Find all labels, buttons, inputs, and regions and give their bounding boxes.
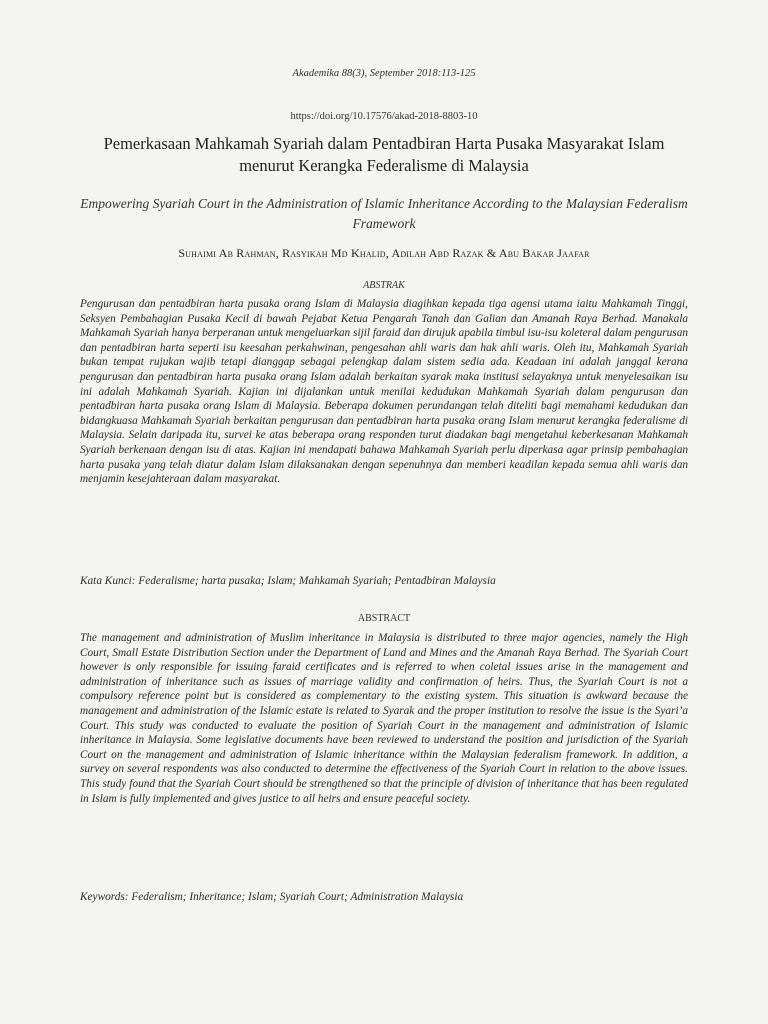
abstrak-body: Pengurusan dan pentadbiran harta pusaka orang Islam di Malaysia diagihkan kepada tiga agensi utama iaitu Mahkamah Tinggi, Seksyen Pembahagian Pusaka Kecil di bawah Pejabat Ketua Pengarah Tanah dan Galian dan Amanah Raya Berhad. Manakala Mahkamah Syariah hanya berperanan untuk mengeluarkan sijil faraid dan dirujuk apabila timbul isu-isu koleteral dalam pengurusan dan pentadbiran harta seperti isu keesahan perkahwinan, pengesahan ahli waris dan hak ahli waris. Oleh itu, Mahkamah Syariah bukan tempat rujukan wajib tetapi dianggap sebagai pelengkap dalam sistem sedia ada. Keadaan ini adalah janggal kerana pengurusan dan pentadbiran harta pusaka orang Islam adalah berkaitan syarak maka institusi selayaknya untuk menyelesaikan isu ini adalah Mahkamah Syariah. Kajian ini dijalankan untuk menilai kedudukan Mahkamah Syariah dalam pengurusan dan pentadbiran harta pusaka orang Islam di Malaysia. Beberapa dokumen perundangan telah diteliti bagi memahami kedudukan dan bidangkuasa Mahkamah Syariah berkaitan pengurusan dan pentadbiran harta pusaka orang Islam menurut kerangka federalisme di Malaysia. Selain daripada itu, survei ke atas beberapa orang responden turut diadakan bagi mengetahui keberkesanan Mahkamah Syariah berkenaan dengan isu di atas. Kajian ini mendapati bahawa Mahkamah Syariah perlu diperkasa agar prinsip pembahagian harta pusaka yang telah diatur dalam Islam dilaksanakan dengan sepenuhnya dan memberi keadilan kepada semua ahli waris dan menjamin kesejahteraan dalam masyarakat. xyxy=(80,298,688,486)
abstrak-heading: ABSTRAK xyxy=(363,280,405,291)
abstract-heading: ABSTRACT xyxy=(357,613,411,624)
author-list: Suhaimi Ab Rahman, Rasyikah Md Khalid, Adilah Abd Razak & Abu Bakar Jaafar xyxy=(178,246,590,260)
doi-link[interactable]: https://doi.org/10.17576/akad-2018-8803-10 xyxy=(290,111,478,122)
keywords: Keywords: Federalism; Inheritance; Islam; Syariah Court; Administration Malaysia xyxy=(80,891,464,903)
paper-title-english: Empowering Syariah Court in the Administration of Islamic Inheritance According to the Malaysian Federalism Framework xyxy=(80,196,688,231)
kata-kunci: Kata Kunci: Federalisme; harta pusaka; Islam; Mahkamah Syariah; Pentadbiran Malaysia xyxy=(80,575,496,587)
abstract-body: The management and administration of Muslim inheritance in Malaysia is distributed to three major agencies, namely the High Court, Small Estate Distribution Section under the Department of Land and Mines and the Amanah Raya Berhad. The Syariah Court however is only responsible for issuing faraid certificates and is referred to when coletal issues arise in the management and administration of inheritance such as issues of marriage validity and confirmation of heirs. Thus, the Syariah Court is not a compulsory reference point but is considered as complementary to the existing system. This situation is awkward because the management and administration of the Islamic estate is related to Syarak and the proper institution to resolve the issue is the Syari’a Court. This study was conducted to evaluate the position of Syariah Court in the management and administration of Islamic inheritance in Malaysia. Some legislative documents have been reviewed to understand the position and jurisdiction of the Syariah Court on the management and administration of Islamic inheritance within the Malaysian federalism framework. In addition, a survey on several respondents was also conducted to determine the effectiveness of the Syariah Court in relation to the above issues. This study found that the Syariah Court should be strengthened so that the principle of division of inheritance that has been regulated in Islam is fully implemented and gives justice to all heirs and ensure peaceful society. xyxy=(80,632,688,805)
journal-citation: Akademika 88(3), September 2018:113-125 xyxy=(292,68,476,79)
paper-title-malay: Pemerkasaan Mahkamah Syariah dalam Pentadbiran Harta Pusaka Masyarakat Islam menurut Kerangka Federalisme di Malaysia xyxy=(103,134,665,175)
